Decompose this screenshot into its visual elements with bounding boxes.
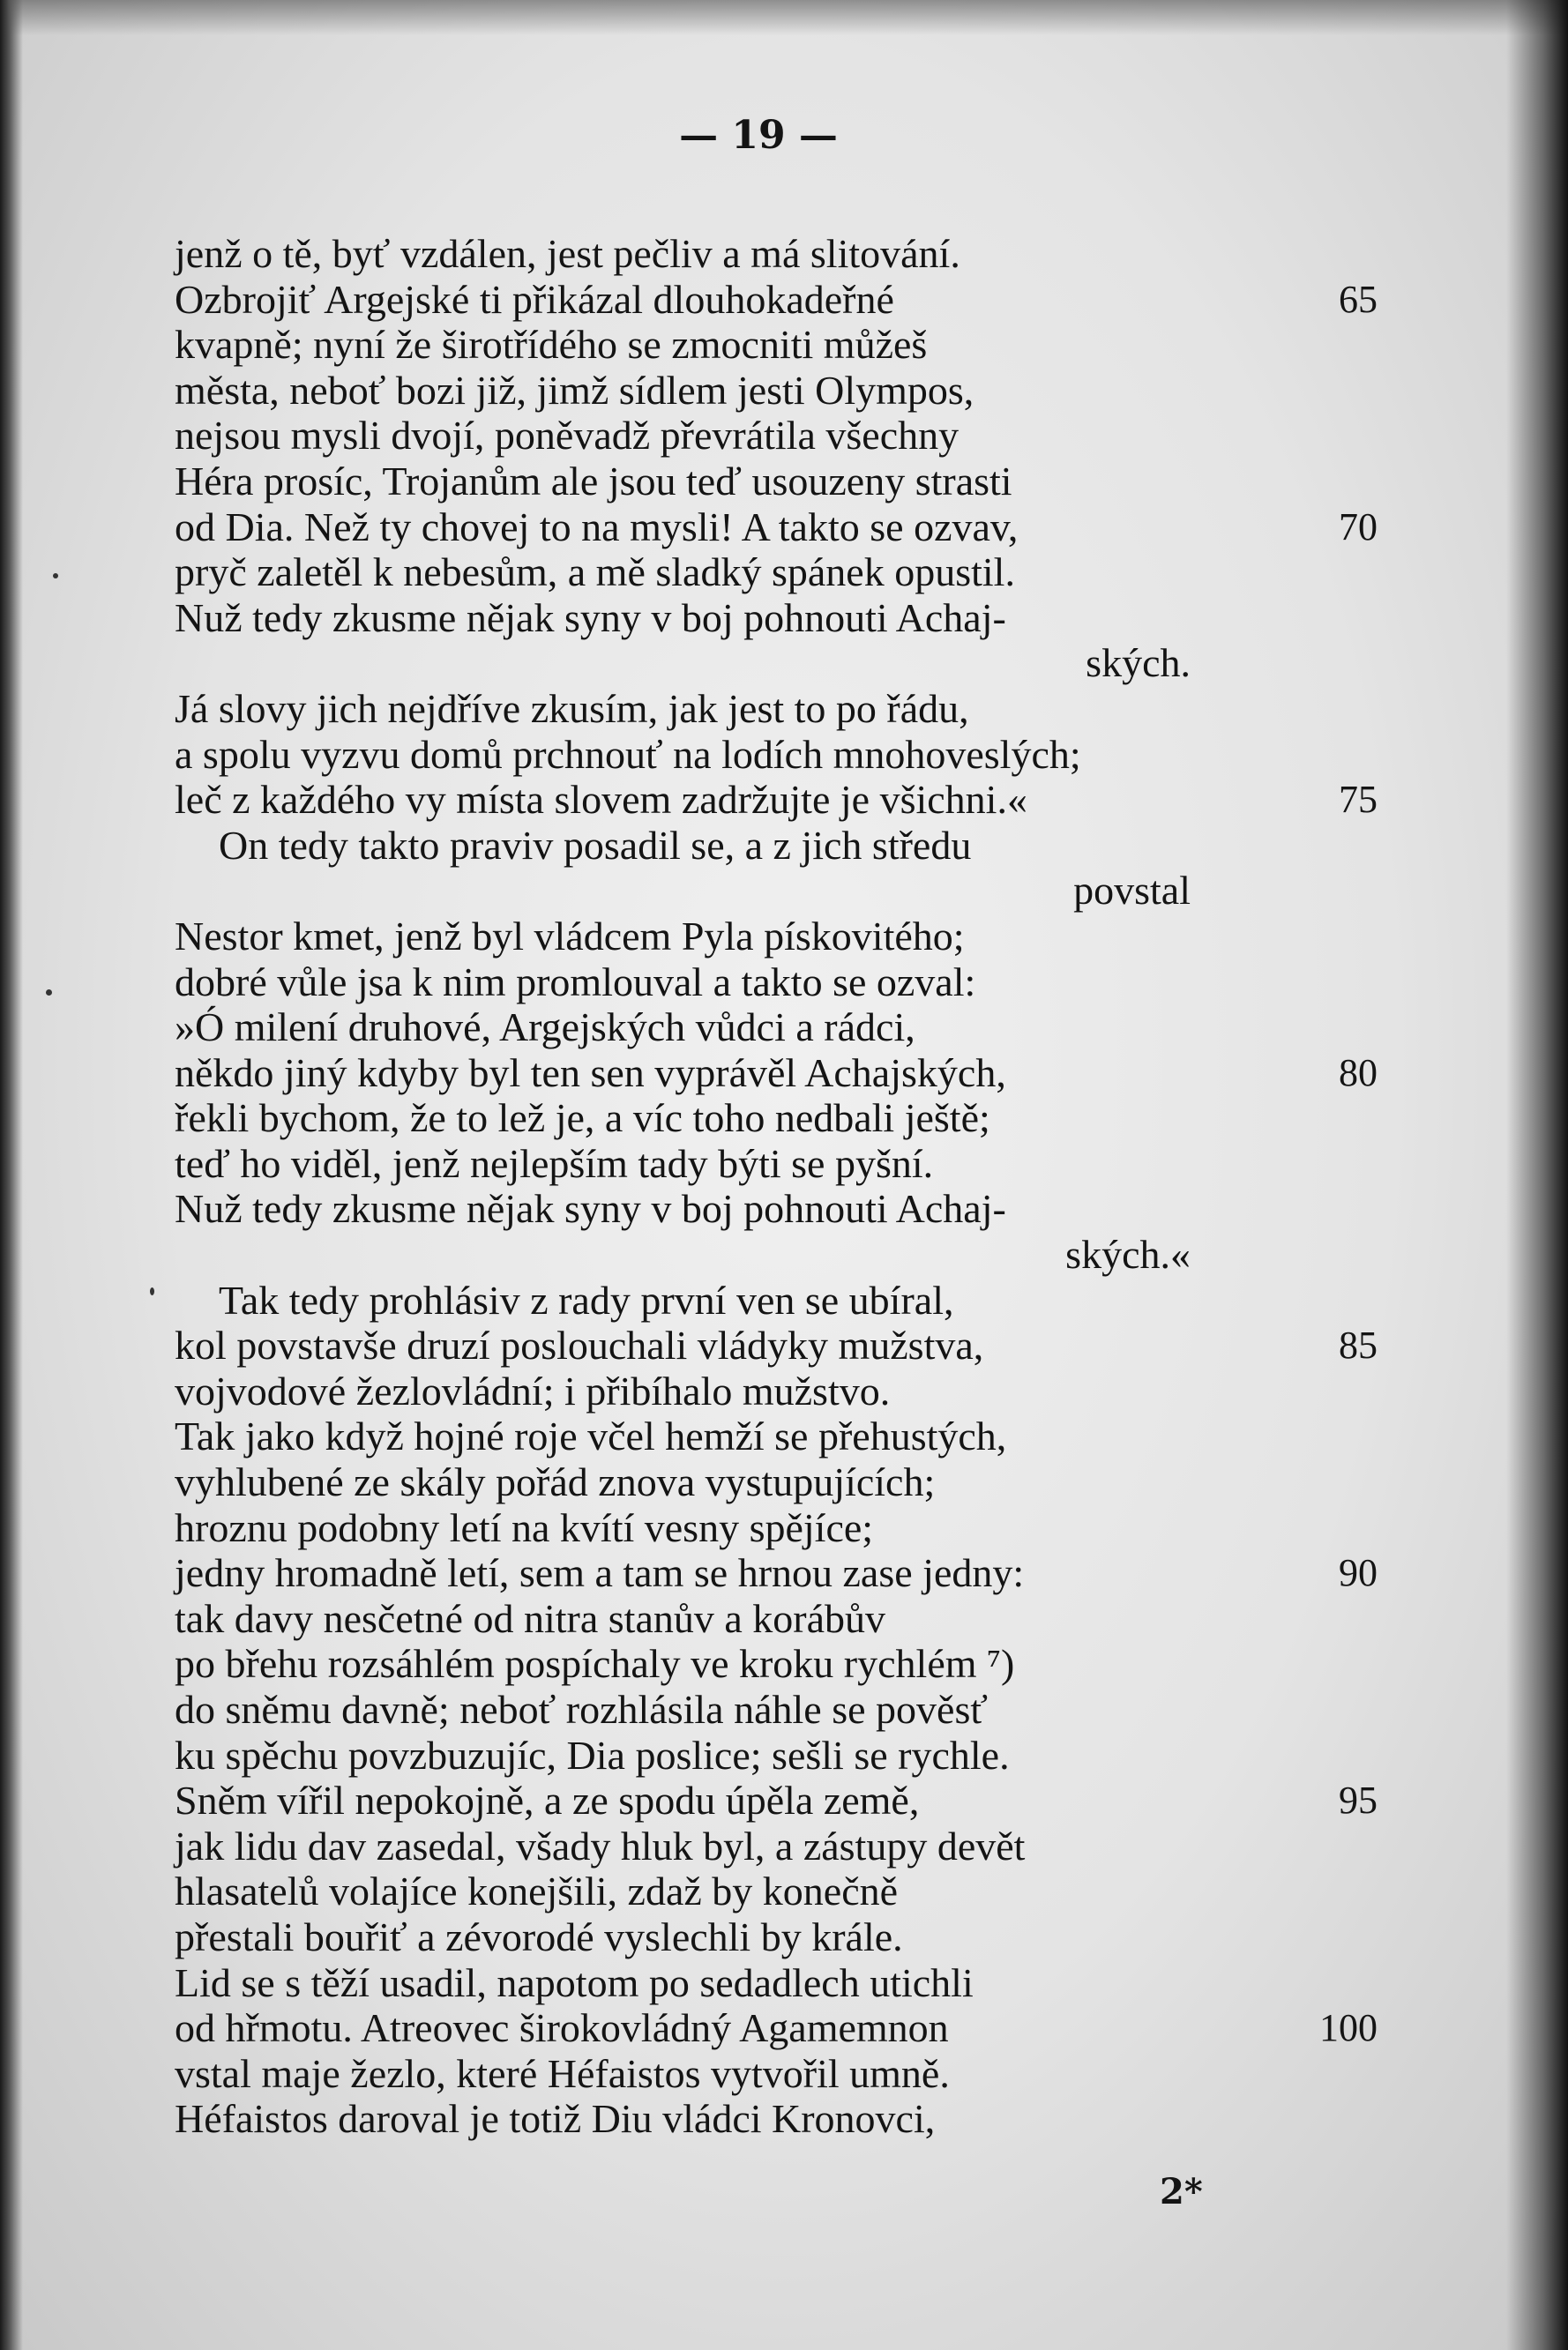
verse-text: leč z každého vy místa slovem zadržujte je všichni.«	[175, 777, 1027, 823]
verse-line	[175, 276, 1378, 323]
verse-text: Tak jako když hojné roje včel hemží se přehustých,	[175, 1414, 1007, 1459]
verse-text: nejsou mysli dvojí, poněvadž převrátila všechny	[175, 413, 959, 459]
verse-text: Nuž tedy zkusme nějak syny v boj pohnouti Achaj-	[175, 1186, 1006, 1232]
verse-text: od hřmotu. Atreovec širokovládný Agamemnon	[175, 2005, 949, 2051]
line-number: 90	[1339, 1551, 1378, 1595]
page-shadow-left	[0, 0, 23, 2350]
verse-line	[175, 231, 1339, 277]
verse-text: hlasatelů volajíce konejšili, zdaž by konečně	[175, 1869, 899, 1914]
verse-text: přestali bouřiť a zévorodé vyslechli by krále.	[175, 1914, 903, 1959]
verse-line	[175, 1141, 1339, 1187]
verse-text: dobré vůle jsa k nim promlouval a takto se ozval:	[175, 959, 976, 1004]
print-speck	[150, 1287, 154, 1295]
verse-text: teď ho viděl, jenž nejlepším tady býti se pyšní.	[175, 1140, 934, 1186]
verse-text: kvapně; nyní že širotřídého se zmocniti můžeš	[175, 322, 928, 368]
verse-text: města, neboť bozi již, jimž sídlem jesti Olympos,	[175, 367, 974, 413]
verse-line	[175, 1369, 1339, 1414]
verse-line	[175, 413, 1339, 459]
line-number: 85	[1339, 1324, 1378, 1368]
verse-line	[175, 777, 1378, 823]
verse-line	[175, 1049, 1378, 1096]
line-number: 95	[1339, 1779, 1378, 1823]
verse-text: Sněm vířil nepokojně, a ze spodu úpěla země,	[175, 1778, 920, 1824]
verse-line	[175, 1960, 1339, 2006]
verse-line	[175, 823, 1339, 869]
verse-text: Héfaistos daroval je totiž Diu vládci Kronovci,	[175, 2096, 936, 2142]
verse-line	[175, 1459, 1339, 1505]
verse-line	[175, 1687, 1339, 1733]
verse-line	[175, 959, 1339, 1005]
verse-text: Héra prosíc, Trojanům ale jsou teď usouzeny strasti	[175, 458, 1012, 504]
verse-text: řekli bychom, že to lež je, a víc toho nedbali ještě;	[175, 1095, 990, 1141]
verse-text: pryč zaletěl k nebesům, a mě sladký spánek opustil.	[175, 549, 1015, 595]
verse-line	[175, 595, 1339, 641]
verse-line	[175, 2096, 1339, 2142]
verse-line	[175, 322, 1339, 368]
verse-line	[175, 1869, 1339, 1914]
page-shadow-right	[1506, 0, 1568, 2350]
verse-text: »Ó milení druhové, Argejských vůdci a rádci,	[175, 1004, 915, 1050]
line-number: 75	[1339, 778, 1378, 822]
verse-line	[175, 1232, 1339, 1278]
verse-text: tak davy nesčetné od nitra stanův a korábův	[175, 1595, 886, 1641]
verse-text: Ozbrojiť Argejské ti přikázal dlouhokadeřné	[175, 276, 894, 322]
verse-line	[175, 640, 1339, 686]
verse-text: od Dia. Než ty chovej to na mysli! A takto se ozvav,	[175, 504, 1019, 549]
page-shadow-top	[0, 0, 1568, 35]
verse-line	[175, 1596, 1339, 1642]
verse-line	[175, 1550, 1378, 1596]
verse-line	[175, 1186, 1339, 1232]
verse-line	[175, 1278, 1339, 1324]
verse-text: Nestor kmet, jenž byl vládcem Pyla pískovitého;	[175, 913, 965, 959]
verse-text: kol povstavše druzí poslouchali vládyky mužstva,	[175, 1323, 984, 1369]
verse-text: ku spěchu povzbuzujíc, Dia poslice; sešli se rychle.	[175, 1732, 1010, 1778]
verse-line	[175, 1323, 1378, 1369]
verse-text: jenž o tě, byť vzdálen, jest pečliv a má slitování.	[175, 231, 960, 276]
line-number: 65	[1339, 277, 1378, 321]
print-speck	[46, 989, 52, 996]
verse-line	[175, 914, 1339, 959]
verse-text: povstal	[1073, 868, 1191, 914]
verse-line	[175, 1004, 1339, 1050]
verse-line	[175, 1095, 1339, 1141]
verse-line	[175, 686, 1339, 732]
line-number: 100	[1319, 2006, 1378, 2050]
verse-line	[175, 1778, 1378, 1824]
verse-line	[175, 1505, 1339, 1551]
printer-signature: 2*	[1160, 2171, 1203, 2212]
verse-line	[175, 1733, 1339, 1779]
poem-text	[175, 231, 1378, 2142]
verse-line	[175, 1824, 1339, 1869]
verse-text: jak lidu dav zasedal, všady hluk byl, a zástupy devět	[175, 1823, 1026, 1869]
verse-text: vstal maje žezlo, které Héfaistos vytvořil umně.	[175, 2050, 950, 2096]
verse-text: vojvodové žezlovládní; i přibíhalo mužstvo.	[175, 1368, 891, 1414]
verse-line	[175, 732, 1339, 778]
verse-line	[175, 1914, 1339, 1960]
verse-line	[175, 868, 1339, 914]
verse-line	[175, 549, 1339, 595]
line-number: 70	[1339, 504, 1378, 548]
verse-text: ských.«	[1065, 1232, 1191, 1278]
verse-text: Tak tedy prohlásiv z rady první ven se ubíral,	[219, 1277, 954, 1323]
verse-text: Já slovy jich nejdříve zkusím, jak jest to po řádu,	[175, 685, 969, 731]
verse-text: do sněmu davně; neboť rozhlásila náhle se pověsť	[175, 1687, 988, 1732]
verse-line	[175, 368, 1339, 414]
verse-text: někdo jiný kdyby byl ten sen vyprávěl Achajských,	[175, 1049, 1006, 1095]
verse-line	[175, 1414, 1339, 1459]
print-speck	[53, 573, 58, 578]
verse-line	[175, 2051, 1339, 2097]
verse-text: hroznu podobny letí na kvítí vesny spějíce;	[175, 1504, 874, 1550]
verse-line	[175, 2005, 1378, 2051]
verse-line	[175, 504, 1378, 550]
verse-text: Lid se s těží usadil, napotom po sedadlech utichli	[175, 1959, 974, 2005]
page-number: — 19 —	[679, 113, 838, 158]
verse-text: a spolu vyzvu domů prchnouť na lodích mnohoveslých;	[175, 731, 1081, 777]
verse-line	[175, 1641, 1339, 1687]
line-number: 80	[1339, 1050, 1378, 1094]
verse-text: po břehu rozsáhlém pospíchaly ve kroku rychlém ⁷)	[175, 1641, 1015, 1687]
verse-text: vyhlubené ze skály pořád znova vystupujících;	[175, 1459, 936, 1505]
verse-text: ských.	[1086, 640, 1191, 686]
verse-line	[175, 459, 1339, 504]
verse-text: Nuž tedy zkusme nějak syny v boj pohnouti Achaj-	[175, 594, 1006, 640]
verse-text: jedny hromadně letí, sem a tam se hrnou zase jedny:	[175, 1550, 1025, 1596]
verse-text: On tedy takto praviv posadil se, a z jich středu	[219, 822, 972, 868]
